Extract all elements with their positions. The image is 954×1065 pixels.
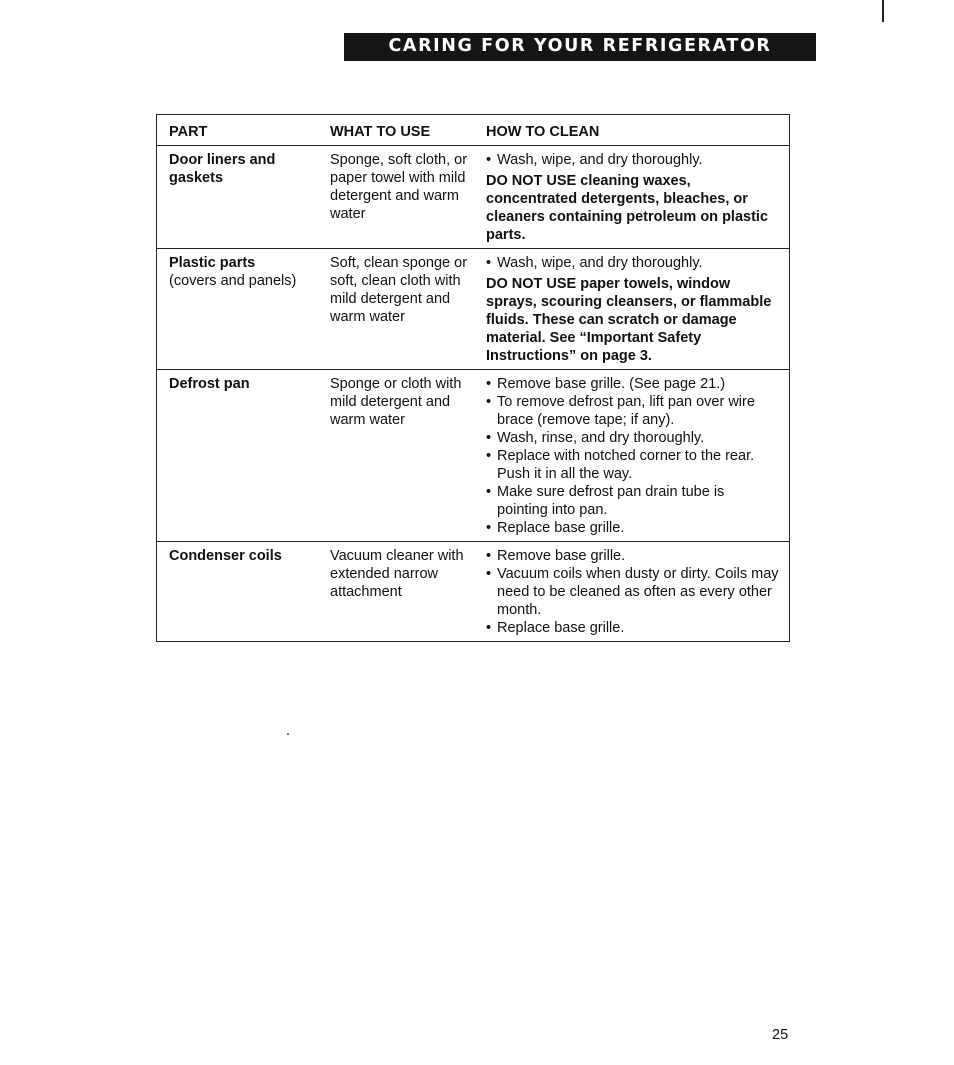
table-body bbox=[157, 146, 790, 642]
step-item: • Wash, wipe, and dry thoroughly. bbox=[486, 254, 779, 272]
header-how-to-clean: HOW TO CLEAN bbox=[486, 124, 600, 140]
steps-list bbox=[486, 151, 779, 169]
step-item: • Remove base grille. (See page 21.) bbox=[486, 375, 779, 393]
part-cell bbox=[157, 249, 331, 370]
steps-list bbox=[486, 547, 779, 637]
part-name: Plastic parts bbox=[169, 255, 256, 271]
table-header-row bbox=[157, 115, 790, 146]
part-name: Defrost pan bbox=[169, 376, 250, 392]
step-item: • To remove defrost pan, lift pan over wire brace (remove tape; if any). bbox=[486, 393, 779, 429]
warning-text: DO NOT USE cleaning waxes, concentrated detergents, bleaches, or cleaners containing petroleum on plastic parts. bbox=[486, 173, 769, 243]
part-name: Condenser coils bbox=[169, 548, 282, 564]
step-item: • Wash, rinse, and dry thoroughly. bbox=[486, 429, 779, 447]
part-note: (covers and panels) bbox=[169, 273, 297, 289]
table-row bbox=[157, 370, 790, 542]
table-row bbox=[157, 542, 790, 642]
section-banner: CARING FOR YOUR REFRIGERATOR bbox=[344, 33, 816, 61]
step-item: • Replace with notched corner to the rear. Push it in all the way. bbox=[486, 447, 779, 483]
step-item: • Replace base grille. bbox=[486, 519, 779, 537]
part-name: Door liners and gaskets bbox=[169, 152, 276, 186]
step-item: • Make sure defrost pan drain tube is pointing into pan. bbox=[486, 483, 779, 519]
how-to-clean-cell bbox=[486, 249, 790, 370]
table-row bbox=[157, 146, 790, 249]
cleaning-table bbox=[156, 114, 790, 642]
part-cell bbox=[157, 542, 331, 642]
warning-text: DO NOT USE paper towels, window sprays, scouring cleansers, or flammable fluids. These can scratch or damage material. See “Important Safety Instructions” on page 3. bbox=[486, 276, 772, 364]
steps-list bbox=[486, 375, 779, 537]
what-to-use-cell: Sponge or cloth with mild detergent and warm water bbox=[330, 376, 462, 428]
step-item: • Replace base grille. bbox=[486, 619, 779, 637]
how-to-clean-cell bbox=[486, 370, 790, 542]
what-to-use-cell: Sponge, soft cloth, or paper towel with mild detergent and warm water bbox=[330, 152, 468, 222]
page-number: 25 bbox=[772, 1027, 789, 1043]
table-row bbox=[157, 249, 790, 370]
header-what-to-use: WHAT TO USE bbox=[330, 124, 431, 140]
how-to-clean-cell bbox=[486, 542, 790, 642]
step-item: • Vacuum coils when dusty or dirty. Coils may need to be cleaned as often as every other month. bbox=[486, 565, 779, 619]
print-speck bbox=[287, 733, 289, 735]
step-item: • Remove base grille. bbox=[486, 547, 779, 565]
header-part: PART bbox=[169, 124, 208, 140]
steps-list bbox=[486, 254, 779, 272]
how-to-clean-cell bbox=[486, 146, 790, 249]
what-to-use-cell: Vacuum cleaner with extended narrow attachment bbox=[330, 548, 464, 600]
what-to-use-cell: Soft, clean sponge or soft, clean cloth with mild detergent and warm water bbox=[330, 255, 468, 325]
margin-mark bbox=[882, 0, 884, 22]
part-cell bbox=[157, 370, 331, 542]
part-cell bbox=[157, 146, 331, 249]
step-item: • Wash, wipe, and dry thoroughly. bbox=[486, 151, 779, 169]
